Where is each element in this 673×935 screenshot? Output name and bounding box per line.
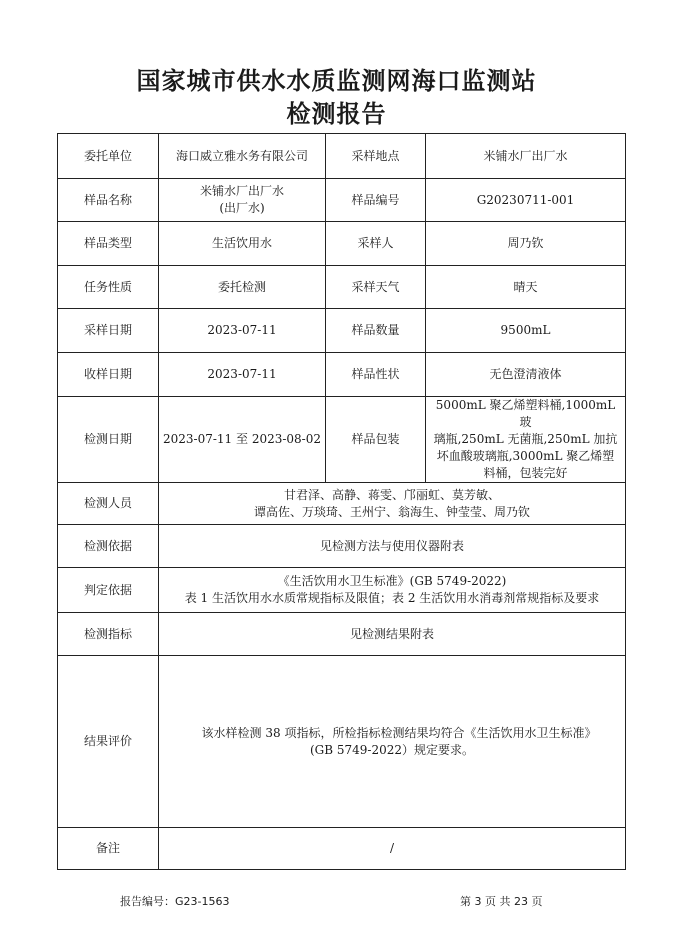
value-sample-number: G20230711-001 xyxy=(426,179,626,222)
report-title-line2: 检测报告 xyxy=(286,100,387,128)
label-receipt-date: 收样日期 xyxy=(58,353,159,397)
label-sample-number: 样品编号 xyxy=(326,179,426,222)
value-test-date: 2023-07-11 至 2023-08-02 xyxy=(159,397,326,483)
table-row xyxy=(58,828,626,870)
value-client-unit: 海口威立雅水务有限公司 xyxy=(159,134,326,179)
testers-line1: 甘君泽、高静、蒋雯、邝丽虹、莫芳敏、 xyxy=(283,487,500,502)
label-test-date: 检测日期 xyxy=(58,397,159,483)
label-weather: 采样天气 xyxy=(326,266,426,309)
label-sampling-site: 采样地点 xyxy=(326,134,426,179)
packaging-line: 璃瓶,250mL 无菌瓶,250mL 加抗 xyxy=(433,432,618,446)
packaging-line: 5000mL 聚乙烯塑料桶,1000mL 玻 xyxy=(435,398,616,429)
report-table xyxy=(57,133,626,870)
value-sampler: 周乃钦 xyxy=(426,222,626,266)
table-row xyxy=(58,397,626,483)
label-judgment-basis: 判定依据 xyxy=(58,568,159,613)
value-sampling-date: 2023-07-11 xyxy=(159,309,326,353)
value-judgment-basis xyxy=(159,568,626,613)
sample-name-line1: 米铺水厂出厂水 xyxy=(199,184,284,198)
value-sample-type: 生活饮用水 xyxy=(159,222,326,266)
report-title-line1: 国家城市供水水质监测网海口监测站 xyxy=(136,67,537,95)
value-test-indicators: 见检测结果附表 xyxy=(159,613,626,656)
table-row xyxy=(58,266,626,309)
label-sample-name: 样品名称 xyxy=(58,179,159,222)
table-row xyxy=(58,483,626,525)
label-remarks: 备注 xyxy=(58,828,159,870)
report-number: 报告编号：G23-1563 xyxy=(120,895,230,908)
result-text1: 该水样检测 38 项指标，所检指标检测结果均符合《生活饮用水卫生标准》 xyxy=(201,725,597,740)
judgment-line1: 《生活饮用水卫生标准》(GB 5749-2022) xyxy=(277,574,507,588)
value-task-nature: 委托检测 xyxy=(159,266,326,309)
label-sampler: 采样人 xyxy=(326,222,426,266)
packaging-line: 料桶，包装完好 xyxy=(483,466,568,480)
table-row xyxy=(58,656,626,828)
table-row xyxy=(58,179,626,222)
value-testers xyxy=(159,483,626,525)
label-sample-appearance: 样品性状 xyxy=(326,353,426,397)
value-test-basis: 见检测方法与使用仪器附表 xyxy=(159,525,626,568)
table-row xyxy=(58,353,626,397)
label-sample-quantity: 样品数量 xyxy=(326,309,426,353)
label-test-indicators: 检测指标 xyxy=(58,613,159,656)
label-sampling-date: 采样日期 xyxy=(58,309,159,353)
value-receipt-date: 2023-07-11 xyxy=(159,353,326,397)
value-sampling-site: 米铺水厂出厂水 xyxy=(426,134,626,179)
result-line2: (GB 5749-2022）规定要求。 xyxy=(309,742,475,757)
label-testers: 检测人员 xyxy=(58,483,159,525)
value-weather: 晴天 xyxy=(426,266,626,309)
packaging-line: 坏血酸玻璃瓶,3000mL 聚乙烯塑 xyxy=(436,449,615,463)
label-sample-type: 样品类型 xyxy=(58,222,159,266)
sample-name-line2: (出厂水) xyxy=(219,201,265,215)
table-row xyxy=(58,525,626,568)
value-remarks: / xyxy=(159,828,626,870)
value-result-evaluation xyxy=(159,656,626,828)
result-line1 xyxy=(163,725,621,742)
testers-line2: 谭高佐、万琰琦、王州宁、翁海生、钟莹莹、周乃钦 xyxy=(253,504,530,519)
table-row xyxy=(58,134,626,179)
table-row xyxy=(58,222,626,266)
label-test-basis: 检测依据 xyxy=(58,525,159,568)
label-result-evaluation: 结果评价 xyxy=(58,656,159,828)
table-row xyxy=(58,309,626,353)
table-row xyxy=(58,613,626,656)
value-packaging xyxy=(426,397,626,483)
page-number: 第 3 页 共 23 页 xyxy=(460,895,543,908)
value-sample-name xyxy=(159,179,326,222)
label-task-nature: 任务性质 xyxy=(58,266,159,309)
value-sample-quantity: 9500mL xyxy=(426,309,626,353)
judgment-line2: 表 1 生活饮用水水质常规指标及限值；表 2 生活饮用水消毒剂常规指标及要求 xyxy=(184,591,600,605)
value-sample-appearance: 无色澄清液体 xyxy=(426,353,626,397)
label-client-unit: 委托单位 xyxy=(58,134,159,179)
label-packaging: 样品包装 xyxy=(326,397,426,483)
table-row xyxy=(58,568,626,613)
